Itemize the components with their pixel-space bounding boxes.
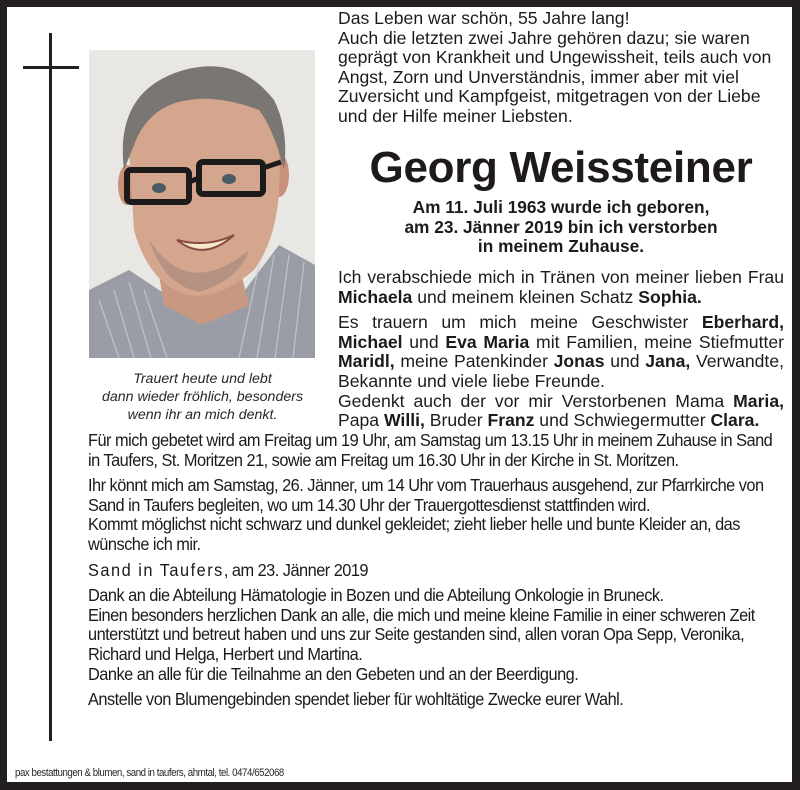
caption-line: dann wieder fröhlich, besonders [101,389,304,405]
birth-death-dates [338,198,784,257]
donation-request: Anstelle von Blumengebinden spendet lieber für wohltätige Zwecke eurer Wahl. [88,689,624,710]
daughter-name: Sophia. [638,286,702,307]
thanks-hospital: Dank an die Abteilung Hämatologie in Bozen und die Abteilung Onkologie in Bruneck. [88,585,664,606]
farewell-paragraph: Ich verabschiede mich in Tränen von meiner lieben Frau Michaela und meinem kleinen Schatz Sophia. [338,267,784,307]
deceased-name: Georg Weissteiner [369,143,753,192]
place-date: Sand in Taufers, am 23. Jänner 2019 [88,559,369,580]
photo-caption [80,370,325,424]
caption-line: Trauert heute und lebt [133,371,272,387]
portrait-illustration [89,50,315,358]
cross-icon [49,33,52,741]
intro-line: Das Leben war schön, 55 Jahre lang! [338,8,630,28]
portrait-photo [89,50,315,358]
clothing-request: Kommt möglichst nicht schwarz und dunkel gekleidet; zieht lieber helle und bunte Kleider an, das wünsche ich mir. [88,514,740,554]
remembrance-paragraph: Gedenkt auch der vor mir Verstorbenen Mama Maria, Papa Willi, Bruder Franz und Schwiegermutter Clara. [338,390,784,431]
thanks-attendance: Danke an alle für die Teilnahme an den Gebeten und an der Beerdigung. [88,663,579,684]
cross-icon-bar [23,66,79,69]
death-place-line: in meinem Zuhause. [477,236,645,257]
family-section [338,268,784,431]
funeral-home-footer: pax bestattungen & blumen, sand in taufers, ahrntal, tel. 0474/652068 [15,767,284,779]
wife-name: Michaela [338,286,413,307]
caption-line: wenn ihr an mich denkt. [127,407,278,423]
death-line: am 23. Jänner 2019 bin ich verstorben [404,216,718,237]
intro-text [338,9,784,127]
intro-paragraph: Auch die letzten zwei Jahre gehören dazu; sie waren geprägt von Krankheit und Ungewissheit, teils auch von Angst, Zorn und Unverständnis, immer aber mit viel Zuversicht und Kampfgeist, mitgetragen von der Liebe und der Hilfe meiner Liebsten. [338,27,772,126]
birth-line: Am 11. Juli 1963 wurde ich geboren, [412,197,710,217]
mourners-paragraph: Es trauern um mich meine Geschwister Eberhard, Michael und Eva Maria mit Familien, meine Stiefmutter Maridl, meine Patenkinder Jonas und Jana, Verwandte, Bekannte und viele liebe Freunde. [338,312,784,391]
prayer-info: Für mich gebetet wird am Freitag um 19 Uhr, am Samstag um 13.15 Uhr in meinem Zuhause in Sand in Taufers, St. Moritzen 21, sowie am Freitag um 16.30 Uhr in der Kirche in St. Moritzen. [88,430,773,470]
thanks-supporters: Einen besonders herzlichen Dank an alle, die mich und meine kleine Familie in einer schweren Zeit unterstützt und betreut haben und uns zur Seite gestanden sind, allen voran Opa Sepp, Veronika, Richard und Helga, Herbert und Martina. [88,604,755,664]
services-section [88,431,780,710]
funeral-info: Ihr könnt mich am Samstag, 26. Jänner, um 14 Uhr vom Trauerhaus ausgehend, zur Pfarrkirche von Sand in Taufers begleiten, wo um 14.30 Uhr der Trauergottesdienst stattfinden wird. [88,475,764,515]
